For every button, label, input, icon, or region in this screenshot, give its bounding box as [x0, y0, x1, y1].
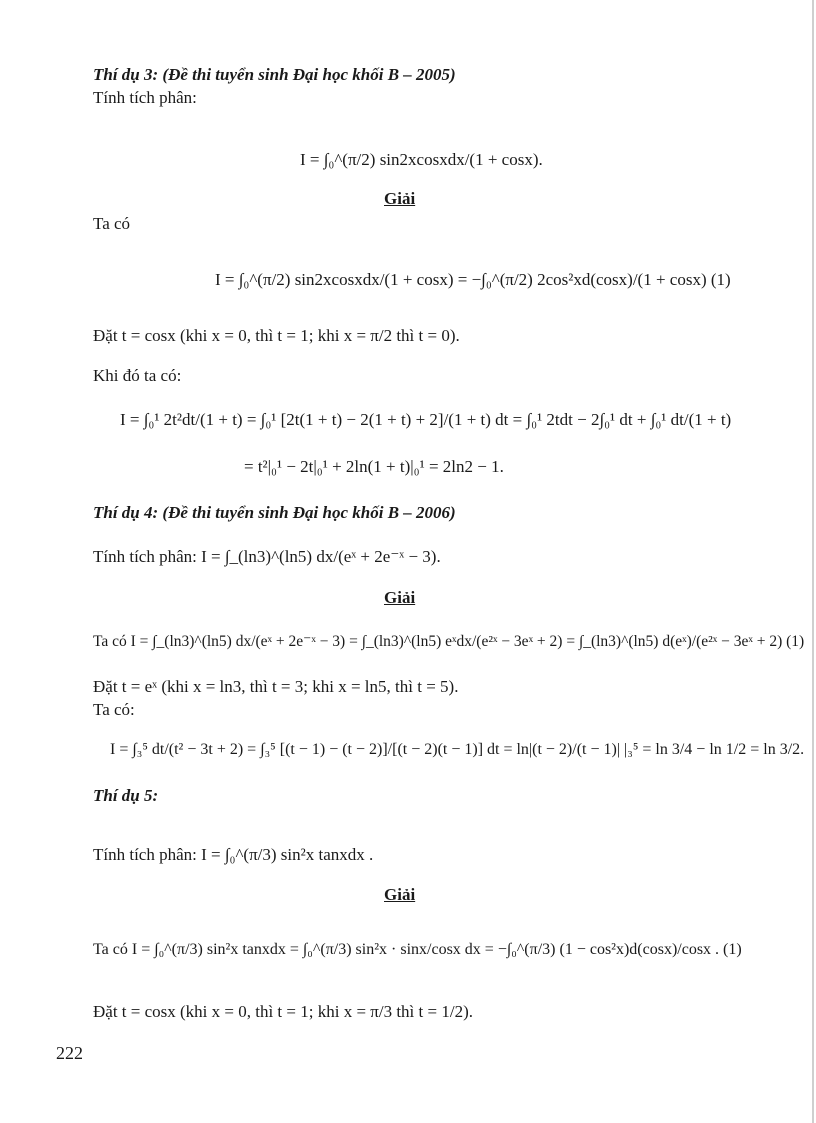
example5-heading: Thí dụ 5:: [93, 786, 159, 805]
example4-solution-title: Giải: [384, 588, 416, 607]
example4-equation-1: Ta có I = ∫_(ln3)^(ln5) dx/(eˣ + 2e⁻ˣ − 3) = ∫_(ln3)^(ln5) eˣdx/(e²ˣ − 3eˣ + 2) = ∫_(ln3)^(ln5) d(eˣ)/(e²ˣ − 3eˣ + 2) (1): [93, 633, 805, 650]
example3-integral: I = ∫₀^(π/2) sin2xcosxdx/(1 + cosx).: [300, 150, 543, 169]
example4-equation-2: I = ∫₃⁵ dt/(t² − 3t + 2) = ∫₃⁵ [(t − 1) − (t − 2)]/[(t − 2)(t − 1)] dt = ln|(t − 2)/(t − 1)| |₃⁵ = ln 3/4 − ln 1/2 = ln 3/2.: [110, 741, 805, 758]
example3-ta-co: Ta có: [93, 214, 131, 233]
example5-prompt: Tính tích phân: I = ∫₀^(π/3) sin²x tanxdx .: [93, 845, 374, 864]
example3-substitution: Đặt t = cosx (khi x = 0, thì t = 1; khi x = π/2 thì t = 0).: [93, 326, 460, 345]
page-number: 222: [56, 1043, 83, 1063]
example5-substitution: Đặt t = cosx (khi x = 0, thì t = 1; khi x = π/3 thì t = 1/2).: [93, 1002, 473, 1021]
example4-ta-co: Ta có:: [93, 700, 135, 719]
example3-solution-title: Giải: [384, 189, 416, 208]
example3-equation-3: = t²|₀¹ − 2t|₀¹ + 2ln(1 + t)|₀¹ = 2ln2 − 1.: [244, 457, 504, 476]
example4-substitution: Đặt t = eˣ (khi x = ln3, thì t = 3; khi x = ln5, thì t = 5).: [93, 677, 459, 696]
example4-prompt: Tính tích phân: I = ∫_(ln3)^(ln5) dx/(eˣ + 2e⁻ˣ − 3).: [93, 547, 441, 566]
example3-heading: Thí dụ 3: (Đề thi tuyển sinh Đại học khối B – 2005): [93, 65, 456, 84]
example5-equation-1: Ta có I = ∫₀^(π/3) sin²x tanxdx = ∫₀^(π/3) sin²x · sinx/cosx dx = −∫₀^(π/3) (1 − cos²x)d(cosx)/cosx . (1): [93, 941, 742, 958]
example5-solution-title: Giải: [384, 885, 416, 904]
example4-heading: Thí dụ 4: (Đề thi tuyển sinh Đại học khối B – 2006): [93, 503, 456, 522]
example3-prompt: Tính tích phân:: [93, 88, 197, 107]
page-edge-line: [812, 0, 814, 1123]
example3-khi-do: Khi đó ta có:: [93, 366, 182, 385]
example3-equation-2: I = ∫₀¹ 2t²dt/(1 + t) = ∫₀¹ [2t(1 + t) − 2(1 + t) + 2]/(1 + t) dt = ∫₀¹ 2tdt − 2∫₀¹ dt + ∫₀¹ dt/(1 + t): [120, 410, 732, 429]
example3-equation-1: I = ∫₀^(π/2) sin2xcosxdx/(1 + cosx) = −∫₀^(π/2) 2cos²xd(cosx)/(1 + cosx) (1): [215, 270, 731, 289]
